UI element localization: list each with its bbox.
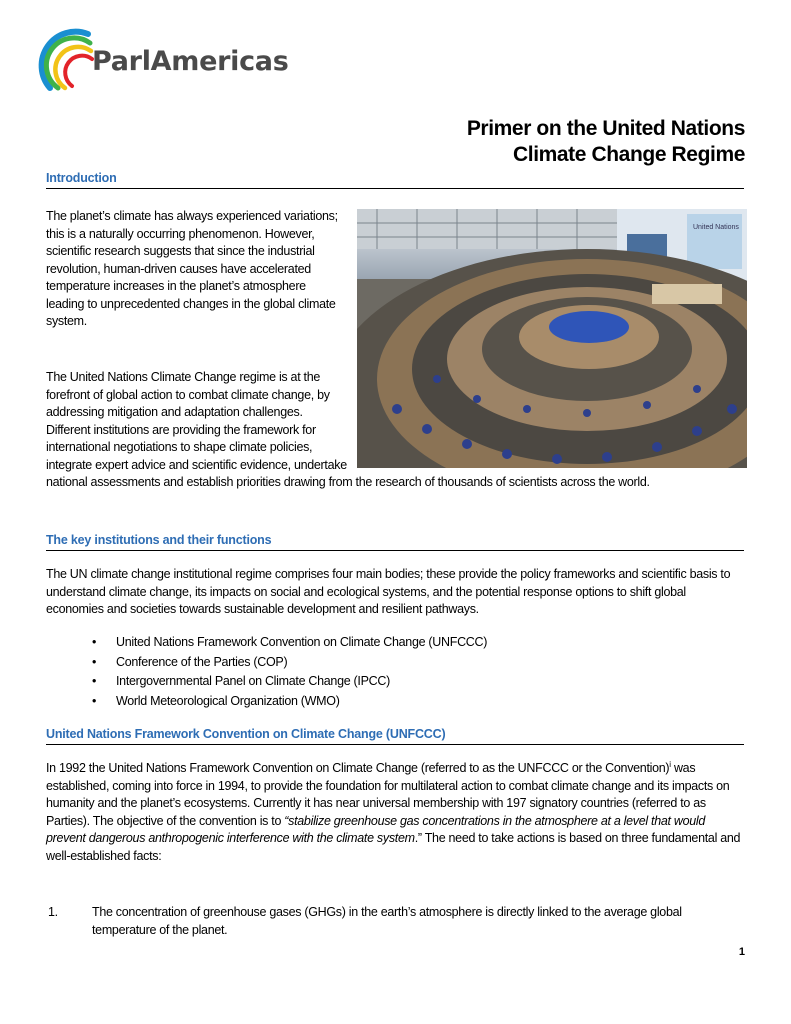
- conference-hall-image: [357, 209, 747, 468]
- logo-wordmark: ParlAmericas: [92, 46, 289, 77]
- intro-paragraph-1: The planet’s climate has always experienced variations; this is a naturally occurring phenomenon. However, scientific research suggests that since the industrial revolution, human-driven causes have accelerated temperature increases in the planet’s atmosphere leading to unprecedented changes in the global climate system.: [46, 209, 338, 328]
- banner-text: United Nations: [693, 224, 739, 231]
- list-item: • Intergovernmental Panel on Climate Change (IPCC): [92, 672, 487, 692]
- list-item-number: 1.: [48, 905, 58, 919]
- list-item-text: The concentration of greenhouse gases (GHGs) in the earth’s atmosphere is directly linked to the average global temperature of the planet.: [92, 905, 682, 937]
- introduction-heading: Introduction: [46, 171, 744, 189]
- institutions-list: [92, 633, 487, 711]
- title-line-1: Primer on the United Nations: [466, 117, 745, 140]
- list-item: • World Meteorological Organization (WMO): [92, 692, 487, 712]
- parlamericas-logo: [38, 26, 318, 98]
- unfccc-text-part-2: was established, coming into force in 1994, to provide the foundation for multilateral action to combat climate change and its impacts on humanity and the planet’s ecosystems. Currently it has near universal membership with 197 signatory countries (referred to as Parties). The objective of the convention is to: [46, 761, 730, 828]
- unfccc-heading: United Nations Framework Convention on Climate Change (UNFCCC): [46, 727, 744, 745]
- list-item: • Conference of the Parties (COP): [92, 653, 487, 673]
- intro-paragraph-2-text: The United Nations Climate Change regime is at the forefront of global action to combat climate change, by addressing mitigation and adaptation challenges. Different institutions are providing the framework for international negotiations to shape climate policies, integrate expert advice and scientific evidence, undertake national assessments and establish priorities drawing from the research of thousands of scientists across the world.: [46, 370, 650, 489]
- unfccc-text-part-1: In 1992 the United Nations Framework Convention on Climate Change (referred to as the UNFCCC or the Convention): [46, 761, 670, 775]
- unfccc-text-part-3: .” The need to take actions is based on three fundamental and well-established facts:: [46, 831, 741, 863]
- page-number: 1: [738, 946, 745, 958]
- logo-arcs-icon: [38, 26, 98, 98]
- title-line-2: Climate Change Regime: [513, 143, 745, 166]
- convention-objective-quote: “stabilize greenhouse gas concentrations in the atmosphere at a level that would prevent dangerous anthropogenic interference with the climate system: [46, 813, 706, 845]
- facts-numbered-list: [46, 903, 746, 939]
- list-item: [46, 903, 746, 939]
- institutions-paragraph: The UN climate change institutional regime comprises four main bodies; these provide the policy frameworks and scientific basis to understand climate change, its impacts on social and ecological systems, and the potential response options to shift global economies and societies towards sustainable development and resilient pathways.: [46, 567, 731, 616]
- unfccc-paragraph: [46, 760, 746, 865]
- document-title: [467, 116, 745, 168]
- institutions-heading: The key institutions and their functions: [46, 533, 744, 551]
- footnote-marker[interactable]: i: [669, 759, 671, 769]
- list-item: • United Nations Framework Convention on Climate Change (UNFCCC): [92, 633, 487, 653]
- conference-hall-photo: [357, 209, 747, 468]
